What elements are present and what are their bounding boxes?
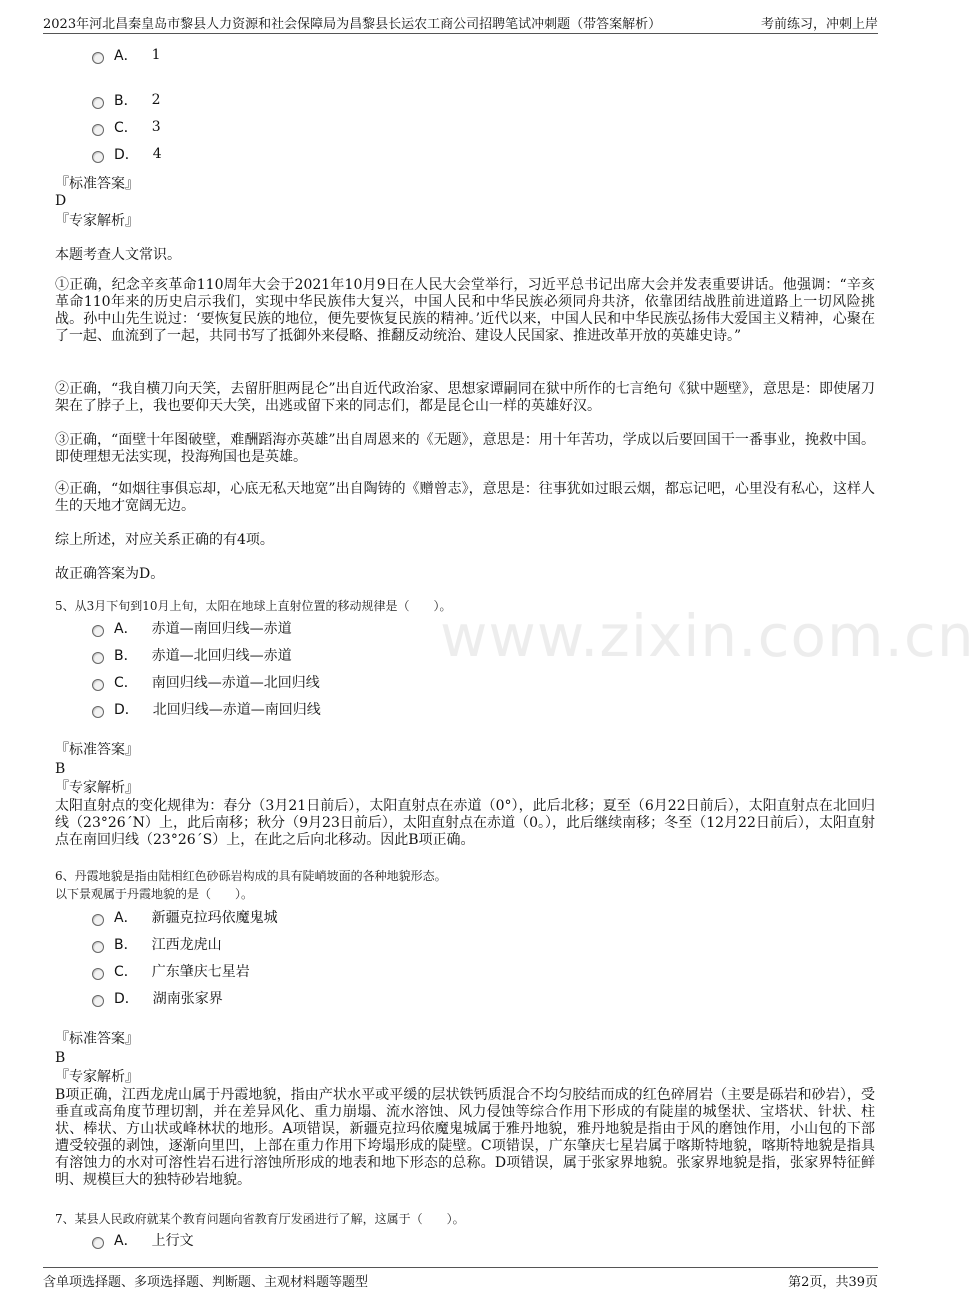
option-text: 4 bbox=[152, 146, 162, 162]
page-footer bbox=[43, 1267, 878, 1290]
option-text: 北回归线—赤道—南回归线 bbox=[152, 702, 321, 718]
q6-answer-label: 『标准答案』 bbox=[55, 1031, 139, 1047]
q5-option-a[interactable] bbox=[92, 617, 292, 639]
option-text: 广东肇庆七星岩 bbox=[151, 964, 250, 980]
page-number: 第2页，共39页 bbox=[788, 1275, 878, 1290]
radio-icon[interactable] bbox=[92, 124, 104, 136]
q4-analysis-para-4: ③正确，“面壁十年图破壁，难酬蹈海亦英雄”出自周恩来的《无题》，意思是：用十年苦功，学成以后要回国干一番事业，挽救中国。即使理想无法实现，投海殉国也是英雄。 bbox=[55, 432, 875, 465]
q4-answer-label: 『标准答案』 bbox=[55, 176, 139, 192]
radio-icon[interactable] bbox=[92, 706, 104, 718]
q5-option-c[interactable] bbox=[92, 671, 320, 693]
q4-analysis-para-2: ①正确，纪念辛亥革命110周年大会于2021年10月9日在人民大会堂举行，习近平总书记出席大会并发表重要讲话。他强调：“辛亥革命110年来的历史启示我们，实现中华民族伟大复兴，中国人民和中华民族必须同舟共济，依靠团结战胜前进道路上一切风险挑战。孙中山先生说过：‘要恢复民族的地位，便先要恢复民族的精神。’近代以来，中国人民和中华民族弘扬伟大爱国主义精神，心聚在了一起、血流到了一起，共同书写了抵御外来侵略、推翻反动统治、建设人民国家、推进改革开放的英雄史诗。” bbox=[55, 277, 875, 344]
radio-icon[interactable] bbox=[92, 995, 104, 1007]
option-letter: D． bbox=[114, 991, 139, 1007]
q5-question: 5、从3月下旬到10月上旬，太阳在地球上直射位置的移动规律是（ ）。 bbox=[55, 599, 452, 613]
option-text: 湖南张家界 bbox=[152, 991, 223, 1007]
q6-question-line-1: 6、丹霞地貌是指由陆相红色砂砾岩构成的具有陡峭坡面的各种地貌形态。 bbox=[55, 869, 447, 883]
option-letter: C． bbox=[114, 675, 138, 691]
q4-analysis-para-6: 综上所述，对应关系正确的有4项。 bbox=[55, 532, 274, 548]
q7-option-a[interactable] bbox=[92, 1229, 194, 1251]
q7-question: 7、某县人民政府就某个教育问题向省教育厅发函进行了解，这属于（ ）。 bbox=[55, 1212, 465, 1226]
q4-option-a[interactable] bbox=[92, 44, 161, 66]
q6-analysis: B项正确，江西龙虎山属于丹霞地貌，指由产状水平或平缓的层状铁钙质混合不均匀胶结而成的红色碎屑岩（主要是砾岩和砂岩），受垂直或高角度节理切割，并在差异风化、重力崩塌、流水溶蚀、风力侵蚀等综合作用下形成的有陡崖的城堡状、宝塔状、针状、柱状、棒状、方山状或峰林状的地形。A项错误，新疆克拉玛依魔鬼城属于雅丹地貌，雅丹地貌是指由于风的磨蚀作用，小山包的下部遭受较强的剥蚀，逐渐向里凹，上部在重力作用下垮塌形成的陡壁。C项错误，广东肇庆七星岩属于喀斯特地貌，喀斯特地貌是指具有溶蚀力的水对可溶性岩石进行溶蚀所形成的地表和地下形态的总称。D项错误，属于张家界地貌。张家界地貌是指，张家界特征鲜明、规模巨大的独特砂岩地貌。 bbox=[55, 1087, 875, 1188]
radio-icon[interactable] bbox=[92, 679, 104, 691]
q4-option-b[interactable] bbox=[92, 89, 161, 111]
q4-analysis-para-5: ④正确，“如烟往事俱忘却，心底无私天地宽”出自陶铸的《赠曾志》，意思是：往事犹如过眼云烟，都忘记吧，心里没有私心，这样人生的天地才宽阔无边。 bbox=[55, 481, 875, 514]
q6-option-a[interactable] bbox=[92, 906, 278, 928]
radio-icon[interactable] bbox=[92, 941, 104, 953]
q5-answer-label: 『标准答案』 bbox=[55, 742, 139, 758]
radio-icon[interactable] bbox=[92, 52, 104, 64]
option-text: 赤道—北回归线—赤道 bbox=[151, 648, 292, 664]
q5-answer: B bbox=[55, 761, 66, 777]
q5-analysis: 太阳直射点的变化规律为：春分（3月21日前后），太阳直射点在赤道（0°），此后北移；夏至（6月22日前后），太阳直射点在北回归线（23°26´N）上，此后南移；秋分（9月23日前后），太阳直射点在赤道（0。），此后继续南移；冬至（12月22日前后），太阳直射点在南回归线（23°26´S）上，在此之后向北移动。因此B项正确。 bbox=[55, 798, 875, 848]
option-letter: A． bbox=[114, 621, 138, 637]
option-letter: B． bbox=[114, 93, 138, 109]
q4-analysis-para-1: 本题考查人文常识。 bbox=[55, 247, 181, 263]
q4-option-d[interactable] bbox=[92, 143, 162, 165]
option-letter: C． bbox=[114, 120, 138, 136]
option-letter: D． bbox=[114, 147, 139, 163]
radio-icon[interactable] bbox=[92, 968, 104, 980]
q4-analysis-label: 『专家解析』 bbox=[55, 213, 139, 229]
q6-option-d[interactable] bbox=[92, 987, 223, 1009]
option-text: 3 bbox=[151, 119, 161, 135]
radio-icon[interactable] bbox=[92, 652, 104, 664]
watermark: www.zixin.com.cn bbox=[440, 602, 975, 670]
header-slogan: 考前练习，冲刺上岸 bbox=[760, 17, 878, 32]
option-text: 上行文 bbox=[151, 1233, 194, 1249]
q4-option-c[interactable] bbox=[92, 116, 161, 138]
option-text: 赤道—南回归线—赤道 bbox=[151, 621, 292, 637]
option-letter: B． bbox=[114, 937, 138, 953]
radio-icon[interactable] bbox=[92, 625, 104, 637]
option-text: 南回归线—赤道—北回归线 bbox=[151, 675, 320, 691]
option-letter: B． bbox=[114, 648, 138, 664]
option-letter: A． bbox=[114, 1233, 138, 1249]
q4-analysis-para-7: 故正确答案为D。 bbox=[55, 566, 165, 582]
q6-option-b[interactable] bbox=[92, 933, 222, 955]
option-text: 1 bbox=[151, 47, 161, 63]
radio-icon[interactable] bbox=[92, 914, 104, 926]
q6-option-c[interactable] bbox=[92, 960, 250, 982]
q4-analysis-para-3: ②正确，“我自横刀向天笑，去留肝胆两昆仑”出自近代政治家、思想家谭嗣同在狱中所作的七言绝句《狱中题壁》，意思是：即使屠刀架在了脖子上，我也要仰天大笑，出逃或留下来的同志们，都是昆仑山一样的英雄好汉。 bbox=[55, 381, 875, 414]
option-text: 江西龙虎山 bbox=[151, 937, 222, 953]
footer-note: 含单项选择题、多项选择题、判断题、主观材料题等题型 bbox=[43, 1275, 369, 1290]
option-letter: A． bbox=[114, 48, 138, 64]
option-text: 2 bbox=[151, 92, 161, 108]
option-letter: C． bbox=[114, 964, 138, 980]
q6-answer: B bbox=[55, 1050, 66, 1066]
q6-question-line-2: 以下景观属于丹霞地貌的是（ ）。 bbox=[55, 887, 254, 901]
radio-icon[interactable] bbox=[92, 97, 104, 109]
q4-answer: D bbox=[55, 193, 67, 209]
radio-icon[interactable] bbox=[92, 1237, 104, 1249]
radio-icon[interactable] bbox=[92, 151, 104, 163]
option-letter: D． bbox=[114, 702, 139, 718]
page-header bbox=[43, 10, 878, 34]
option-text: 新疆克拉玛依魔鬼城 bbox=[151, 910, 278, 926]
q5-analysis-label: 『专家解析』 bbox=[55, 780, 139, 796]
q6-analysis-label: 『专家解析』 bbox=[55, 1069, 139, 1085]
q5-option-d[interactable] bbox=[92, 698, 321, 720]
option-letter: A． bbox=[114, 910, 138, 926]
q5-option-b[interactable] bbox=[92, 644, 292, 666]
header-title: 2023年河北昌秦皇岛市黎县人力资源和社会保障局为昌黎县长运农工商公司招聘笔试冲刺题（带答案解析） bbox=[43, 17, 662, 32]
